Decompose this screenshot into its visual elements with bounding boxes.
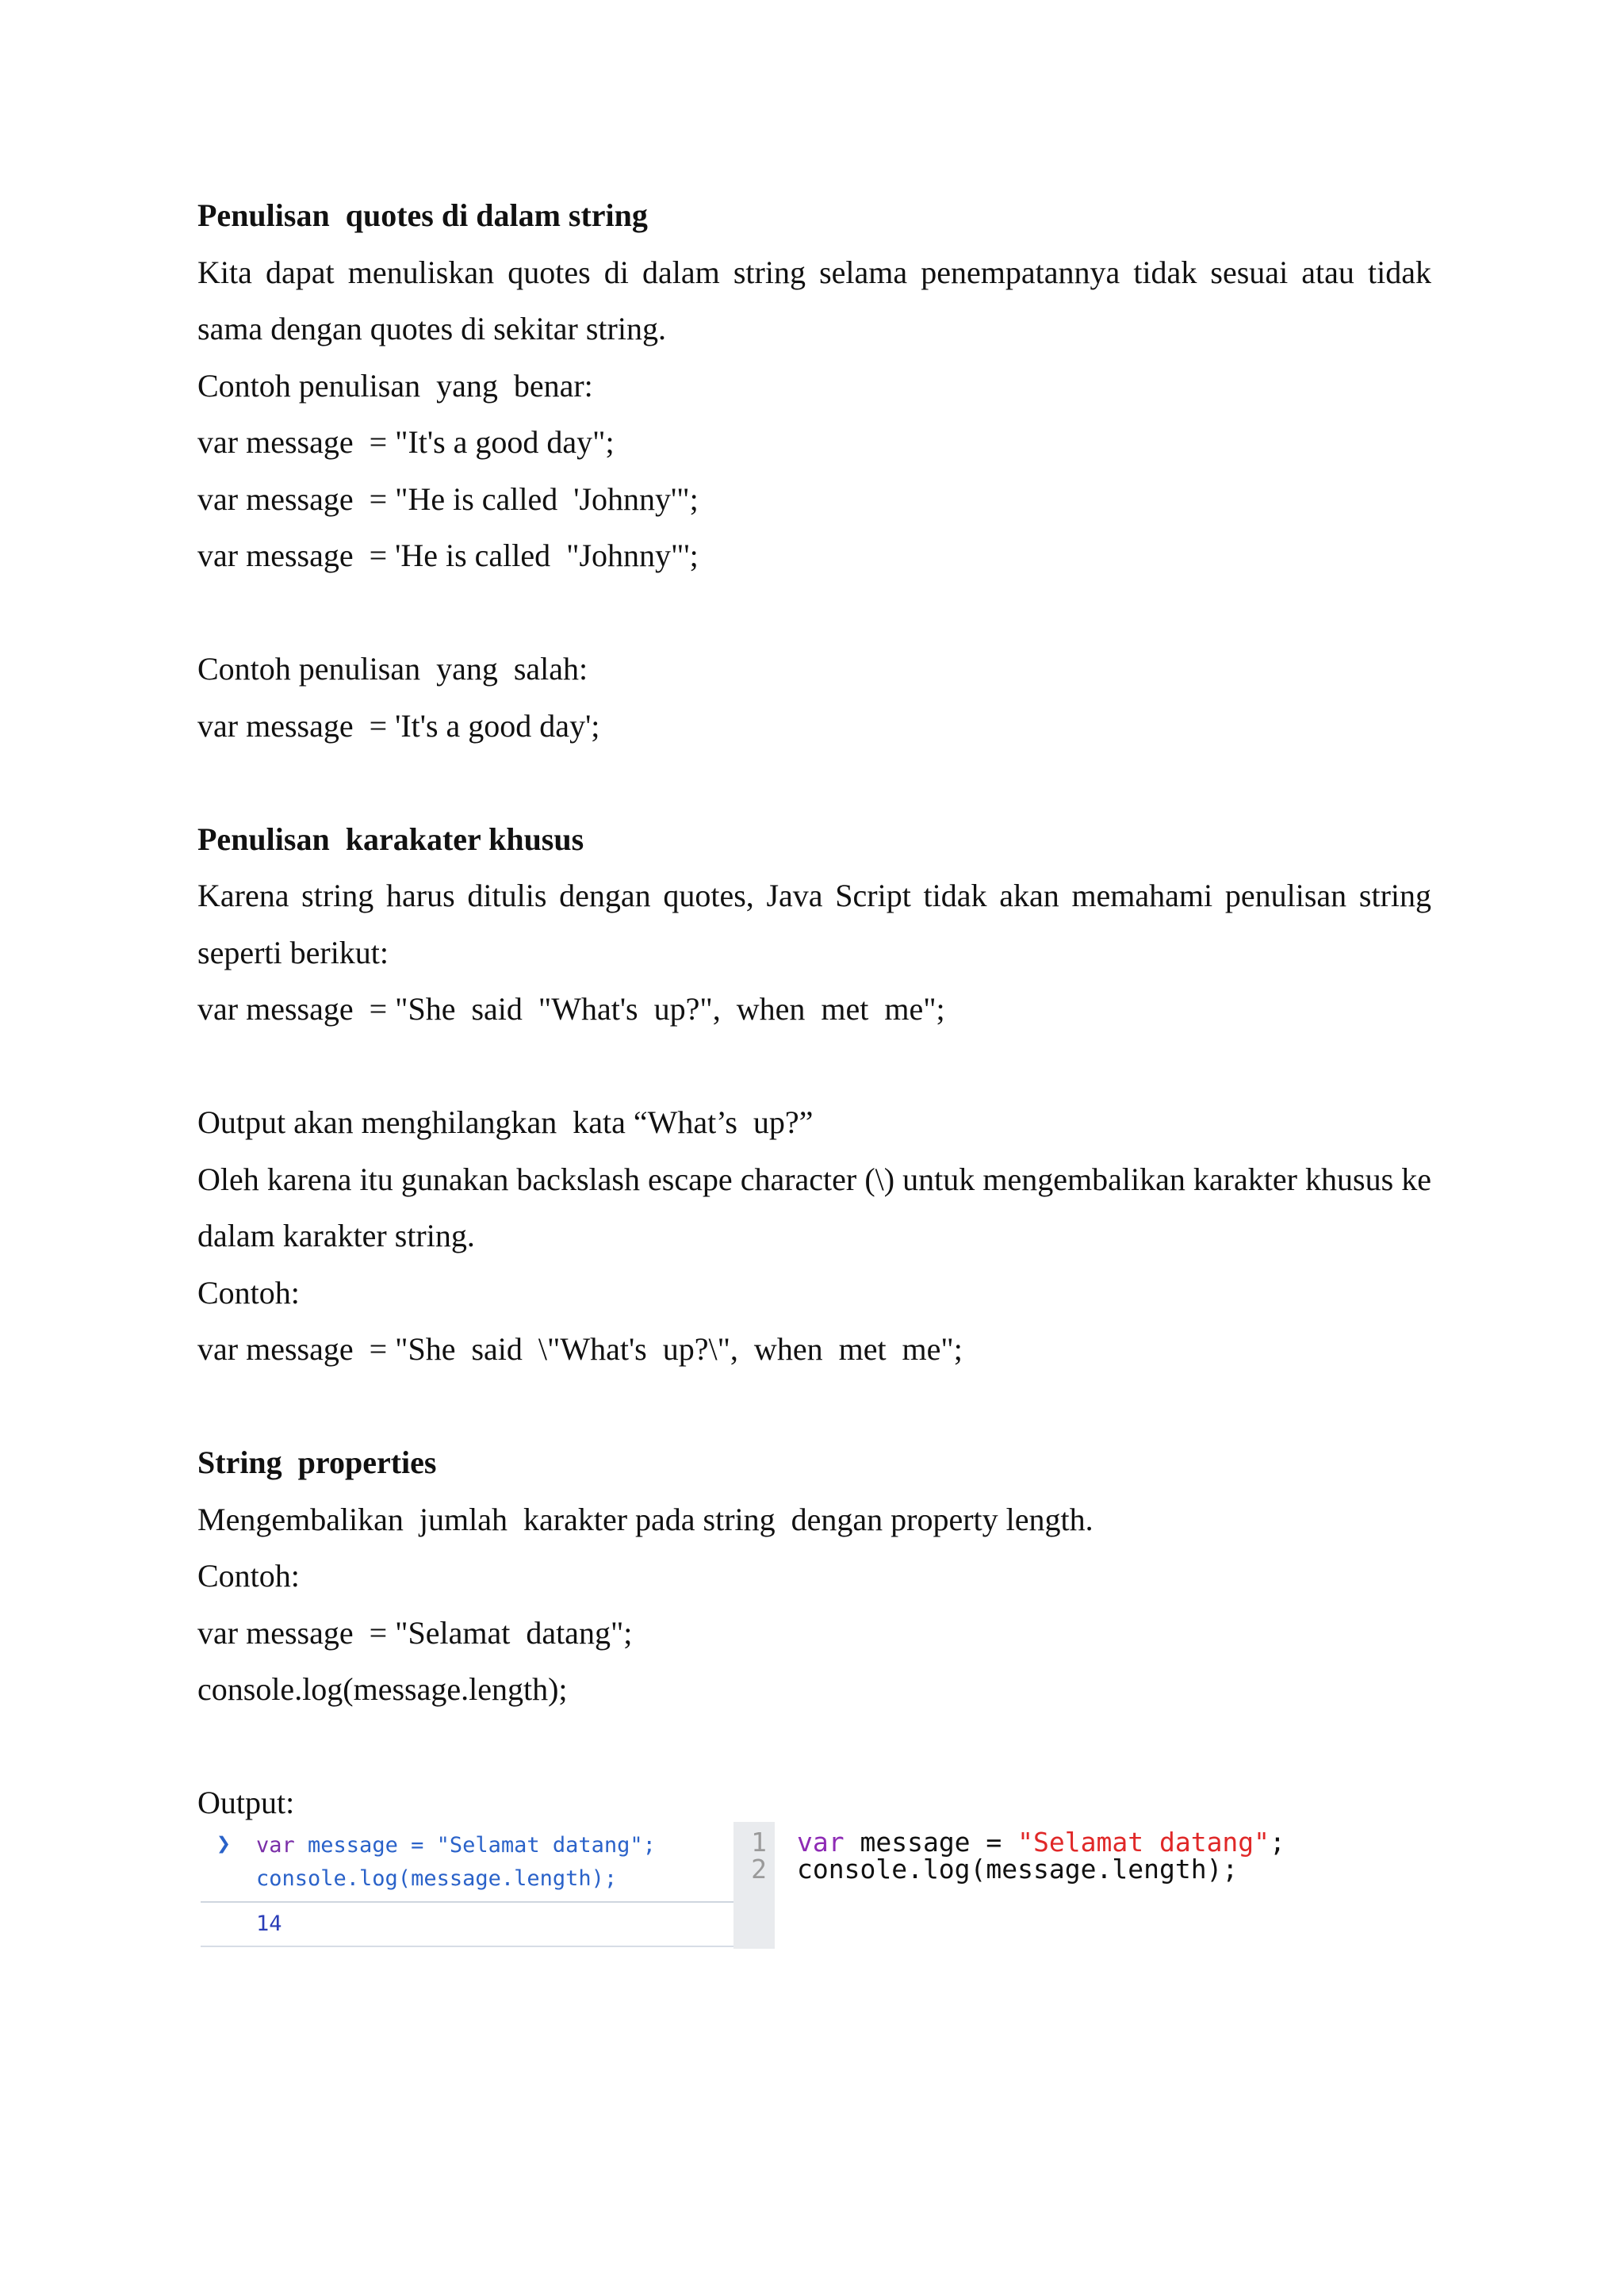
divider — [201, 1946, 733, 1947]
code-line-2: console.log(message.length); — [197, 1671, 568, 1707]
spacer — [197, 1718, 1431, 1775]
editor-code-line-1: var message = "Selamat datang"; — [797, 1827, 1285, 1858]
code-example-escaped: var message = "She said \"What's up?\", when met me"; — [197, 1331, 963, 1367]
code-example-wrong: var message = 'It's a good day'; — [197, 707, 600, 744]
label-wrong-examples: Contoh penulisan yang salah: — [197, 651, 588, 687]
console-input-line-1: var message = "Selamat datang"; — [256, 1833, 656, 1858]
code-example-correct-1: var message = "It's a good day"; — [197, 424, 615, 460]
editor-screenshot — [733, 1822, 1289, 1949]
label-contoh: Contoh: — [197, 1558, 300, 1594]
code-example-correct-3: var message = 'He is called "Johnny"'; — [197, 538, 699, 573]
line-number: 2 — [751, 1854, 767, 1885]
heading-special-chars: Penulisan karakater khusus — [197, 821, 584, 857]
spacer — [197, 754, 1431, 811]
paragraph-length: Mengembalikan jumlah karakter pada string dengan property length. — [197, 1501, 1094, 1537]
paragraph-quotes: Kita dapat menuliskan quotes di dalam string selama penempatannya tidak sesuai atau tidak sama dengan quotes di sekitar string. — [197, 254, 1431, 346]
output-screenshots — [197, 1822, 1308, 1949]
spacer — [197, 1378, 1431, 1435]
spacer — [197, 1038, 1431, 1095]
console-output-value: 14 — [256, 1911, 282, 1936]
code-line-1: var message = "Selamat datang"; — [197, 1614, 633, 1651]
editor-code-line-2: console.log(message.length); — [797, 1854, 1239, 1885]
chevron-right-icon: ❯ — [216, 1830, 232, 1858]
code-example-correct-2: var message = "He is called 'Johnny'"; — [197, 480, 699, 517]
document-body — [197, 187, 1431, 1831]
code-example-broken: var message = "She said "What's up?", when met me"; — [197, 991, 945, 1027]
label-contoh: Contoh: — [197, 1274, 300, 1311]
console-screenshot — [201, 1822, 733, 1949]
paragraph-special-chars: Karena string harus ditulis dengan quotes, Java Script tidak akan memahami penulisan string seperti berikut: — [197, 878, 1431, 970]
label-correct-examples: Contoh penulisan yang benar: — [197, 367, 593, 404]
spacer — [197, 584, 1431, 641]
heading-string-properties: String properties — [197, 1445, 437, 1480]
divider — [201, 1901, 733, 1903]
paragraph-escape: Oleh karena itu gunakan backslash escape character (\) untuk mengembalikan karakter khusus ke dalam karakter string. — [197, 1161, 1431, 1253]
output-note: Output akan menghilangkan kata “What’s up?” — [197, 1104, 814, 1140]
line-number-gutter — [733, 1822, 775, 1949]
line-number: 1 — [751, 1827, 767, 1858]
label-output: Output: — [197, 1785, 295, 1820]
heading-quotes: Penulisan quotes di dalam string — [197, 197, 648, 233]
console-input-line-2: console.log(message.length); — [256, 1866, 618, 1891]
